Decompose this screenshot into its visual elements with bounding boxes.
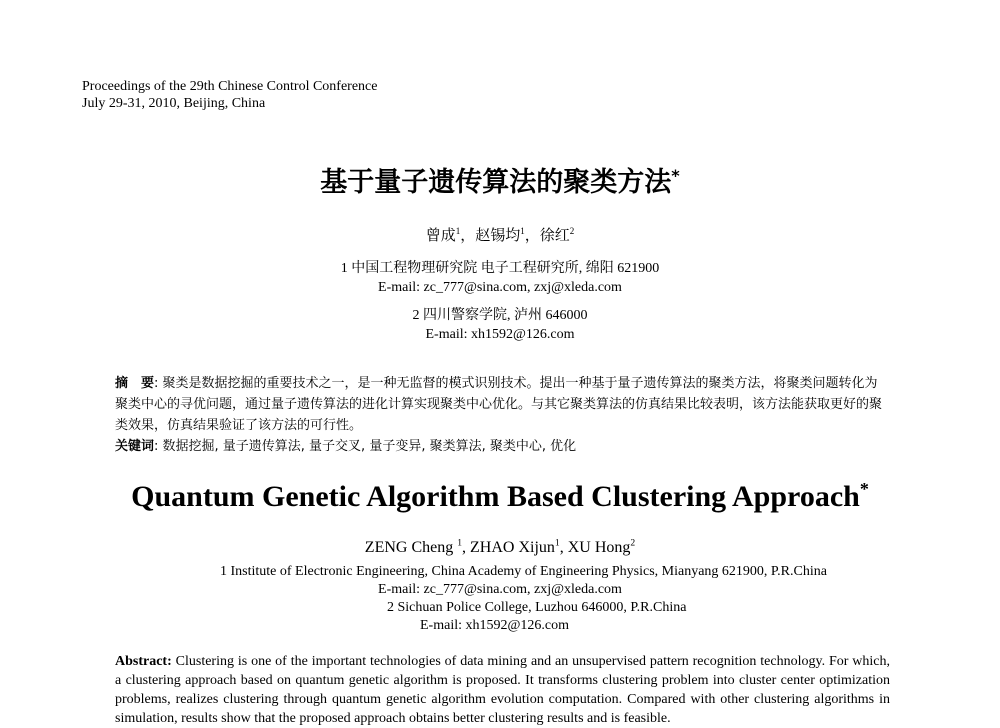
author-sep-2-zh: ，: [524, 228, 540, 244]
abstract-chinese: [115, 373, 890, 457]
author-sep-1-zh: ，: [460, 228, 476, 244]
title-english-footnote-mark: *: [859, 479, 869, 499]
authors-chinese: [0, 224, 1000, 245]
affiliation-2-zh: 2 四川警察学院, 泸州 646000: [412, 308, 588, 323]
affiliation-1-en: 1 Institute of Electronic Engineering, China Academy of Engineering Physics, Mianyang 621900, P.R.China: [220, 564, 827, 579]
author-2-en-sup: 1: [554, 537, 560, 549]
title-chinese: [0, 160, 1000, 199]
abstract-zh-label: 摘 要: [115, 376, 155, 391]
abstract-zh-text: : 聚类是数据挖掘的重要技术之一，是一种无监督的模式识别技术。提出一种基于量子遗传算法的聚类方法，将聚类问题转化为聚类中心的寻优问题，通过量子遗传算法的进化计算实现聚类中心优化。与其它聚类算法的仿真结果比较表明，该方法能获取更好的聚类效果，仿真结果验证了该方法的可行性。: [115, 376, 883, 433]
author-2-zh-sup: 1: [520, 226, 525, 236]
email-2-en: E-mail: xh1592@126.com: [420, 618, 569, 633]
email-1-zh: E-mail: zc_777@sina.com, zxj@xleda.com: [378, 280, 622, 295]
affiliation-2-en: 2 Sichuan Police College, Luzhou 646000, P.R.China: [387, 600, 687, 615]
author-3-en: XU Hong: [567, 539, 631, 556]
proceedings-line-1: Proceedings of the 29th Chinese Control Conference: [82, 79, 378, 94]
title-english: [0, 480, 1000, 514]
title-english-text: Quantum Genetic Algorithm Based Clustering Approach: [131, 480, 860, 513]
abstract-en-text: Clustering is one of the important technologies of data mining and an unsupervised pattern recognition technology. For which, a clustering approach based on quantum genetic algorithm is proposed. It transforms clustering problem into cluster center optimization problems, realizes clustering through quantum genetic algorithm evolution computation. Compared with other clustering algorithms in simulation, results show that the proposed approach obtains better clustering results and is feasible.: [115, 654, 890, 726]
author-3-zh-sup: 2: [569, 226, 575, 236]
proceedings-header: [82, 78, 377, 112]
authors-english: [0, 539, 1000, 557]
author-2-zh: 赵锡均: [475, 228, 521, 244]
author-1-zh: 曾成: [425, 228, 456, 244]
keywords-zh-paragraph: [115, 436, 890, 457]
author-sep-2-en: ,: [559, 539, 568, 556]
author-1-en: ZENG Cheng: [364, 539, 458, 556]
abstract-english: [115, 652, 890, 728]
author-3-zh: 徐红: [539, 228, 570, 244]
email-1-en: E-mail: zc_777@sina.com, zxj@xleda.com: [378, 582, 622, 597]
author-sep-1-en: ,: [462, 539, 471, 556]
abstract-en-label: Abstract:: [115, 654, 172, 669]
affiliation-1-zh: 1 中国工程物理研究院 电子工程研究所, 绵阳 621900: [340, 261, 660, 276]
title-chinese-footnote-mark: *: [671, 166, 680, 185]
title-chinese-text: 基于量子遗传算法的聚类方法: [320, 167, 672, 198]
proceedings-line-2: July 29-31, 2010, Beijing, China: [82, 96, 266, 111]
abstract-zh-paragraph: [115, 373, 890, 436]
author-1-en-sup: 1: [457, 537, 463, 549]
author-3-en-sup: 2: [630, 537, 636, 549]
email-2-zh: E-mail: xh1592@126.com: [425, 327, 575, 342]
author-1-zh-sup: 1: [455, 226, 461, 236]
author-2-en: ZHAO Xijun: [470, 539, 555, 556]
keywords-zh-label: 关键词: [115, 439, 155, 454]
keywords-zh-text: : 数据挖掘, 量子遗传算法, 量子交叉, 量子变异, 聚类算法, 聚类中心, 优化: [154, 439, 577, 454]
